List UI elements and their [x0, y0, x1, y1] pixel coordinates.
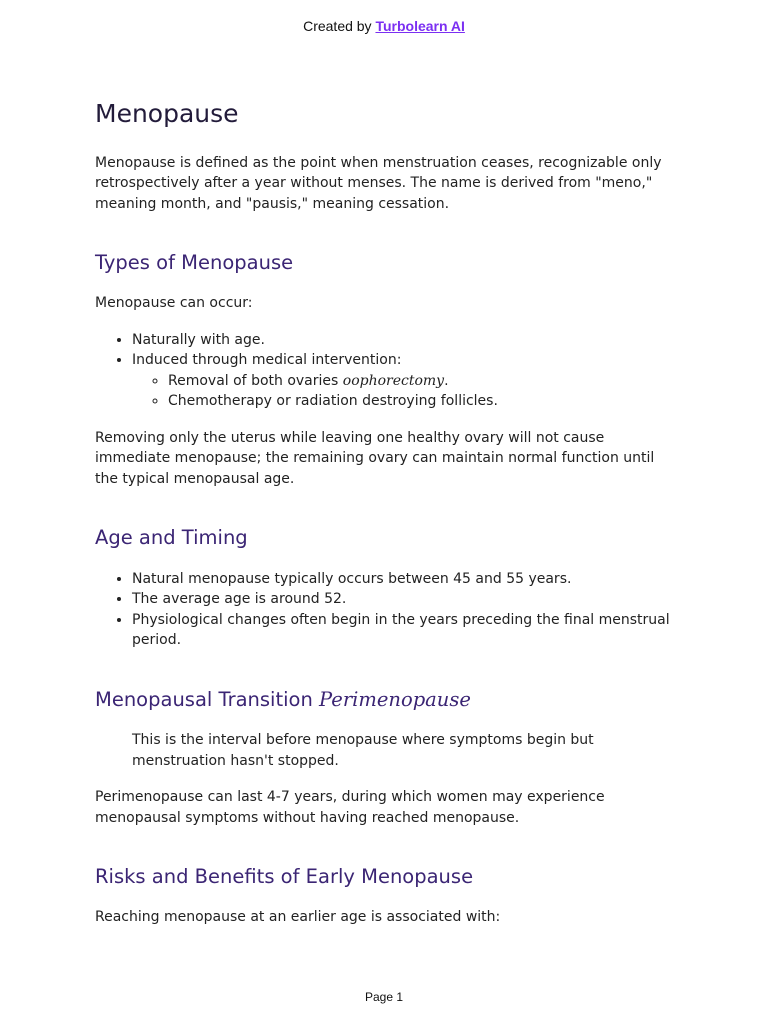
- transition-heading: [95, 687, 673, 712]
- age-list: [95, 569, 673, 651]
- risks-heading: Risks and Benefits of Early Menopause: [95, 865, 474, 889]
- sublist-item: [168, 391, 673, 412]
- sublist-item-end: .: [444, 372, 449, 389]
- types-lead: Menopause can occur:: [95, 295, 253, 312]
- document-body: [95, 98, 673, 944]
- list-item: • The average age is around 52.: [132, 589, 673, 610]
- types-note: Removing only the uterus while leaving one healthy ovary will not cause immediate menopause; the remaining ovary can maintain normal function until the typical menopausal age.: [95, 429, 655, 487]
- types-heading: Types of Menopause: [95, 251, 294, 274]
- sublist-item-text: Chemotherapy or radiation destroying follicles.: [168, 393, 498, 410]
- page-header: [0, 18, 768, 34]
- list-item-text: Naturally with age.: [132, 331, 265, 348]
- list-item: [132, 330, 673, 351]
- risks-lead: Reaching menopause at an earlier age is associated with:: [95, 909, 501, 926]
- induced-sublist: [132, 371, 673, 412]
- page-number: Page 1: [364, 990, 404, 1004]
- math-term: Perimenopause: [319, 687, 471, 711]
- page-title: Menopause: [95, 99, 239, 128]
- definition-block: This is the interval before menopause where symptoms begin but menstruation hasn't stopped.: [132, 732, 594, 769]
- types-list: [95, 330, 673, 412]
- list-item: • Physiological changes often begin in the years preceding the final menstrual period.: [132, 610, 673, 651]
- list-item-text: Induced through medical intervention:: [132, 352, 402, 369]
- transition-body: Perimenopause can last 4-7 years, during which women may experience menopausal symptoms without having reached menopause.: [95, 789, 605, 826]
- created-by-label: Created by: [303, 18, 372, 34]
- math-term: oophorectomy: [342, 372, 445, 389]
- age-heading: Age and Timing: [95, 526, 248, 550]
- list-item: [132, 350, 673, 412]
- sublist-item-text: Removal of both ovaries: [168, 372, 339, 389]
- sublist-item: [168, 371, 673, 392]
- turbolearn-link[interactable]: Turbolearn AI: [375, 18, 465, 34]
- list-item: • Natural menopause typically occurs between 45 and 55 years.: [132, 569, 673, 590]
- transition-heading-text: Menopausal Transition: [95, 687, 313, 711]
- intro-paragraph: Menopause is defined as the point when menstruation ceases, recognizable only retrospectively after a year without menses. The name is derived from "meno," meaning month, and "pausis," meaning cessation.: [95, 154, 662, 212]
